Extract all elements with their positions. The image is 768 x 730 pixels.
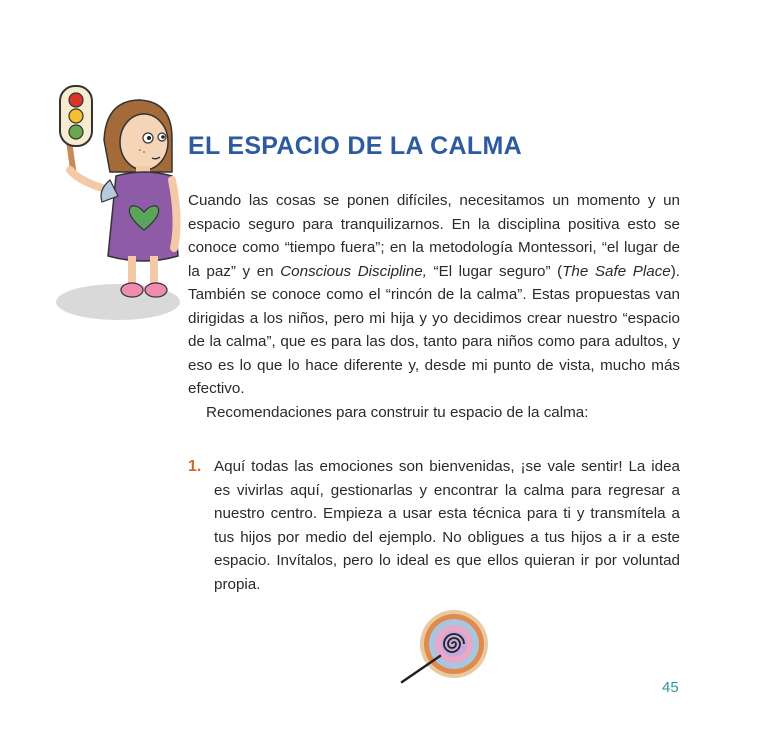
list-item — [188, 455, 680, 596]
red-hand-icon — [69, 93, 83, 107]
list-number: 1. — [188, 458, 202, 475]
green-check-icon — [69, 125, 83, 139]
recommendations-list — [188, 455, 680, 596]
page-number: 45 — [662, 679, 679, 696]
intro-paragraph: Cuando las cosas se ponen difíciles, necesitamos un momento y un espacio seguro para tranquilizarnos. En la disciplina positiva esto se conoce como “tiempo fuera”; en la metodología Montessori, “el lugar de la paz” y en Conscious Discipline, “El lugar seguro” (The Safe Place). También se conoce como el “rincón de la calma”. Estas propuestas van dirigidas a los niños, pero mi hija y yo decidimos crear nuestro “espacio de la calma”, que es para las dos, tanto para niños como para adultos, y eso es lo que lo hace diferente y, desde mi punto de vista, mucho más efectivo. — [188, 192, 681, 397]
yellow-think-icon — [69, 109, 83, 123]
girl-with-traffic-light-illustration — [40, 80, 200, 330]
pink-shoe — [145, 283, 167, 297]
arm — [70, 170, 102, 188]
arm — [172, 180, 177, 248]
face — [120, 114, 168, 170]
body-text — [188, 189, 680, 424]
list-text: Aquí todas las emociones son bienvenidas, ¡se vale sentir! La idea es vivirlas aquí, gestionarlas y encontrar la calma para regresar a nuestro centro. Empieza a usar esta técnica para ti y transmítela a tus hijos por medio del ejemplo. No obligues a tus hijos a ir a este espacio. Invítalos, pero lo ideal es que ellos quieran ir por voluntad propia. — [214, 458, 680, 593]
page-title: EL ESPACIO DE LA CALMA — [188, 132, 522, 160]
spiral-lollipop-illustration — [396, 608, 506, 688]
recommendations-intro: Recomendaciones para construir tu espacio de la calma: — [206, 403, 589, 421]
pink-shoe — [121, 283, 143, 297]
